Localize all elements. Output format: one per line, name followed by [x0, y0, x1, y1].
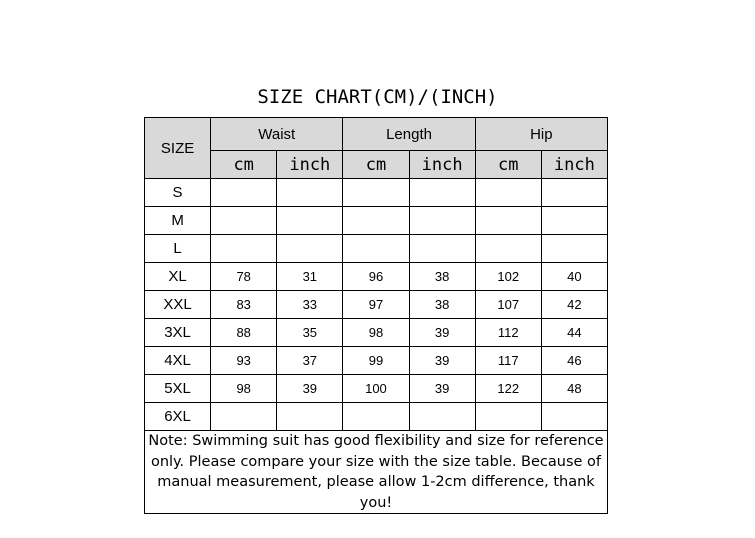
- measurement-cell: [211, 235, 277, 263]
- measurement-cell: [475, 403, 541, 431]
- table-row: [145, 347, 608, 375]
- measurement-cell: [541, 179, 607, 207]
- unit-header: cm: [343, 151, 409, 179]
- table-row: [145, 291, 608, 319]
- table-row: [145, 179, 608, 207]
- measurement-cell: 112: [475, 319, 541, 347]
- measurement-cell: [277, 403, 343, 431]
- size-label: M: [145, 207, 211, 235]
- measurement-cell: 83: [211, 291, 277, 319]
- measurement-cell: [409, 179, 475, 207]
- table-row: [145, 263, 608, 291]
- measurement-cell: [277, 235, 343, 263]
- measurement-cell: [475, 179, 541, 207]
- unit-header: inch: [541, 151, 607, 179]
- table-row: [145, 235, 608, 263]
- measurement-cell: 31: [277, 263, 343, 291]
- measurement-cell: 39: [409, 347, 475, 375]
- measurement-cell: [409, 235, 475, 263]
- size-label: XXL: [145, 291, 211, 319]
- table-row: [145, 375, 608, 403]
- measurement-cell: [343, 403, 409, 431]
- measurement-cell: [541, 403, 607, 431]
- size-label: 6XL: [145, 403, 211, 431]
- measurement-cell: 98: [211, 375, 277, 403]
- measurement-cell: 33: [277, 291, 343, 319]
- table-row: [145, 207, 608, 235]
- unit-header: inch: [277, 151, 343, 179]
- measurement-cell: 40: [541, 263, 607, 291]
- measurement-cell: [475, 207, 541, 235]
- size-label: XL: [145, 263, 211, 291]
- size-table: [144, 117, 608, 514]
- measurement-cell: [409, 207, 475, 235]
- measurement-cell: 38: [409, 291, 475, 319]
- measurement-cell: 44: [541, 319, 607, 347]
- measurement-cell: 88: [211, 319, 277, 347]
- measurement-cell: [211, 207, 277, 235]
- measurement-cell: 100: [343, 375, 409, 403]
- measurement-cell: [343, 179, 409, 207]
- measurement-cell: [409, 403, 475, 431]
- measurement-cell: 96: [343, 263, 409, 291]
- table-row: [145, 403, 608, 431]
- measurement-cell: 122: [475, 375, 541, 403]
- measurement-cell: 37: [277, 347, 343, 375]
- measurement-cell: 39: [409, 319, 475, 347]
- measurement-cell: 97: [343, 291, 409, 319]
- measurement-cell: [277, 207, 343, 235]
- table-row: [145, 319, 608, 347]
- measurement-cell: 46: [541, 347, 607, 375]
- size-label: 5XL: [145, 375, 211, 403]
- measurement-cell: 102: [475, 263, 541, 291]
- measurement-cell: 98: [343, 319, 409, 347]
- measurement-cell: 93: [211, 347, 277, 375]
- size-label: L: [145, 235, 211, 263]
- size-label: S: [145, 179, 211, 207]
- measurement-cell: 117: [475, 347, 541, 375]
- measurement-cell: 99: [343, 347, 409, 375]
- measurement-cell: 48: [541, 375, 607, 403]
- size-label: 3XL: [145, 319, 211, 347]
- measurement-cell: 107: [475, 291, 541, 319]
- unit-header: cm: [211, 151, 277, 179]
- measurement-cell: 78: [211, 263, 277, 291]
- measurement-cell: [541, 207, 607, 235]
- measurement-cell: [343, 207, 409, 235]
- note-text: Note: Swimming suit has good flexibility and size for reference only. Please compare your size with the size table. Because of manual measurement, please allow 1-2cm difference, thank you!: [145, 431, 608, 514]
- measurement-cell: 38: [409, 263, 475, 291]
- measurement-cell: [343, 235, 409, 263]
- measurement-cell: 39: [277, 375, 343, 403]
- unit-header: cm: [475, 151, 541, 179]
- measurement-cell: [277, 179, 343, 207]
- unit-header: inch: [409, 151, 475, 179]
- measurement-cell: 42: [541, 291, 607, 319]
- length-header: Length: [343, 118, 475, 151]
- measurement-cell: [541, 235, 607, 263]
- hip-header: Hip: [475, 118, 607, 151]
- measurement-cell: 35: [277, 319, 343, 347]
- measurement-cell: 39: [409, 375, 475, 403]
- chart-title: SIZE CHART(CM)/(INCH): [257, 86, 498, 108]
- size-label: 4XL: [145, 347, 211, 375]
- size-column-header: SIZE: [145, 118, 211, 179]
- measurement-cell: [211, 179, 277, 207]
- measurement-cell: [475, 235, 541, 263]
- measurement-cell: [211, 403, 277, 431]
- waist-header: Waist: [211, 118, 343, 151]
